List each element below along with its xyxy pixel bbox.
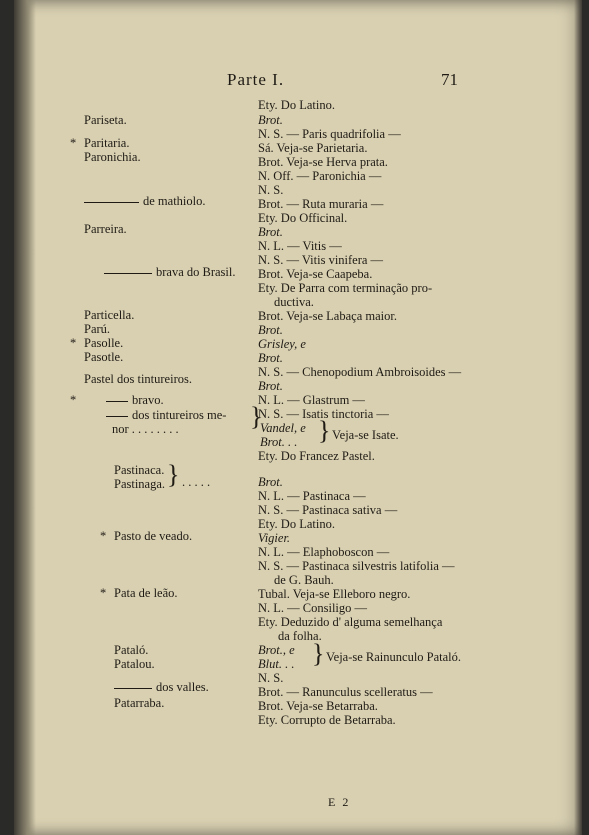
ref-line: Brot. Veja-se Betarraba. [258, 699, 378, 713]
entry-patarraba: Patarraba. [114, 696, 165, 710]
ref-line: Ety. Do Latino. [258, 517, 335, 531]
entry-pasolle: Pasolle. [84, 336, 124, 350]
ref-line: Veja-se Rainunculo Pataló. [326, 650, 462, 664]
entry-patalou-valles: dos valles. [114, 680, 209, 695]
ref-line: Ety. Do Officinal. [258, 211, 348, 225]
ref-line: Ety. Do Francez Pastel. [258, 449, 375, 463]
ref-line: N. L. — Glastrum — [258, 393, 365, 407]
entry-paru: Parú. [84, 322, 111, 336]
entry-pastel-menor: nor . . . . . . . . [112, 422, 179, 436]
ref-line: N. Off. — Paronichia — [258, 169, 382, 183]
ref-line: da folha. [278, 629, 322, 643]
ref-line: Brot. [258, 475, 283, 489]
page-edge [574, 0, 582, 835]
ref-line: de G. Bauh. [274, 573, 334, 587]
entry-patalou: Patalou. [114, 657, 155, 671]
entry-parreira-brava: brava do Brasil. [104, 265, 236, 280]
entry-pariseta: Pariseta. [84, 113, 127, 127]
entry-paronichia-mathiolo: de mathiolo. [84, 194, 206, 209]
ref-line: N. S. — Pastinaca silvestris latifolia — [258, 559, 455, 573]
entry-patalo: Pataló. [114, 643, 149, 657]
ref-line: N. S. — Pastinaca sativa — [258, 503, 398, 517]
ref-line: ductiva. [274, 295, 314, 309]
signature-mark: E 2 [328, 795, 351, 809]
page-number: 71 [441, 70, 458, 89]
leader-dots: . . . . . [182, 475, 211, 489]
ref-line: Grisley, e [258, 337, 306, 351]
ref-line: Brot. Veja-se Herva prata. [258, 155, 388, 169]
ref-line: Blut. . . [258, 657, 295, 671]
ref-line: Brot. [258, 225, 283, 239]
entry-pastel: Pastel dos tintureiros. [84, 372, 192, 386]
ref-line: Brot. — Ruta muraria — [258, 197, 384, 211]
ref-line: N. L. — Pastinaca — [258, 489, 366, 503]
ref-line: N. L. — Consiligo — [258, 601, 368, 615]
ref-line: Brot. [258, 379, 283, 393]
brace: } [167, 460, 180, 489]
ref-line: N. S. — Chenopodium Ambroisoides — [258, 365, 462, 379]
ref-line: Brot. [258, 351, 283, 365]
ref-line: Brot. . . [260, 435, 298, 449]
ref-line: N. S. — Isatis tinctoria — [258, 407, 389, 421]
entry-pastel-bravo: bravo. [106, 393, 164, 408]
entry-particella: Particella. [84, 308, 135, 322]
asterisk-mark: * [70, 136, 77, 150]
ref-line: N. L. — Elaphoboscon — [258, 545, 390, 559]
ref-line: Tubal. Veja-se Elleboro negro. [258, 587, 411, 601]
page-gutter [14, 0, 36, 835]
ref-line: Brot. — Ranunculus scelleratus — [258, 685, 433, 699]
asterisk-mark: * [70, 336, 77, 350]
entry-pata-leao: Pata de leão. [114, 586, 178, 600]
ref-line: N. S. — Vitis vinifera — [258, 253, 384, 267]
book-page [14, 0, 582, 835]
running-head: Parte I. [227, 70, 285, 89]
ref-line: Brot. [258, 323, 283, 337]
brace: } [250, 402, 263, 431]
entry-pastinaga: Pastinaga. [114, 477, 166, 491]
ref-line: Ety. Corrupto de Betarraba. [258, 713, 396, 727]
ref-line: N. L. — Vitis — [258, 239, 342, 253]
asterisk-mark: * [70, 393, 77, 407]
entry-pasto-veado: Pasto de veado. [114, 529, 193, 543]
ref-line: Brot. Veja-se Caapeba. [258, 267, 373, 281]
ref-line: Sá. Veja-se Parietaria. [258, 141, 368, 155]
entry-paritaria: Paritaria. [84, 136, 130, 150]
ref-line: Vigier. [258, 531, 291, 545]
asterisk-mark: * [100, 586, 107, 600]
entry-pastinaca: Pastinaca. [114, 463, 165, 477]
ref-line: Veja-se Isate. [332, 428, 399, 442]
ref-line: Brot. [258, 113, 283, 127]
brace: } [312, 639, 325, 668]
ref-line: Ety. Deduzido d' alguma semelhança [258, 615, 443, 629]
ref-line: N. S. [258, 671, 284, 685]
ref-line: N. S. [258, 183, 284, 197]
ref-line: Vandel, e [260, 421, 306, 435]
ref-line: Ety. Do Latino. [258, 98, 335, 112]
entry-paronichia: Paronichia. [84, 150, 141, 164]
entry-pasotle: Pasotle. [84, 350, 124, 364]
entry-parreira: Parreira. [84, 222, 127, 236]
entry-pastel-tintureiros: dos tintureiros me- [106, 408, 226, 423]
ref-line: N. S. — Paris quadrifolia — [258, 127, 401, 141]
ref-line: Brot. Veja-se Labaça maior. [258, 309, 397, 323]
ref-line: Ety. De Parra com terminação pro- [258, 281, 433, 295]
brace: } [318, 416, 331, 445]
ref-line: Brot., e [258, 643, 295, 657]
asterisk-mark: * [100, 529, 107, 543]
